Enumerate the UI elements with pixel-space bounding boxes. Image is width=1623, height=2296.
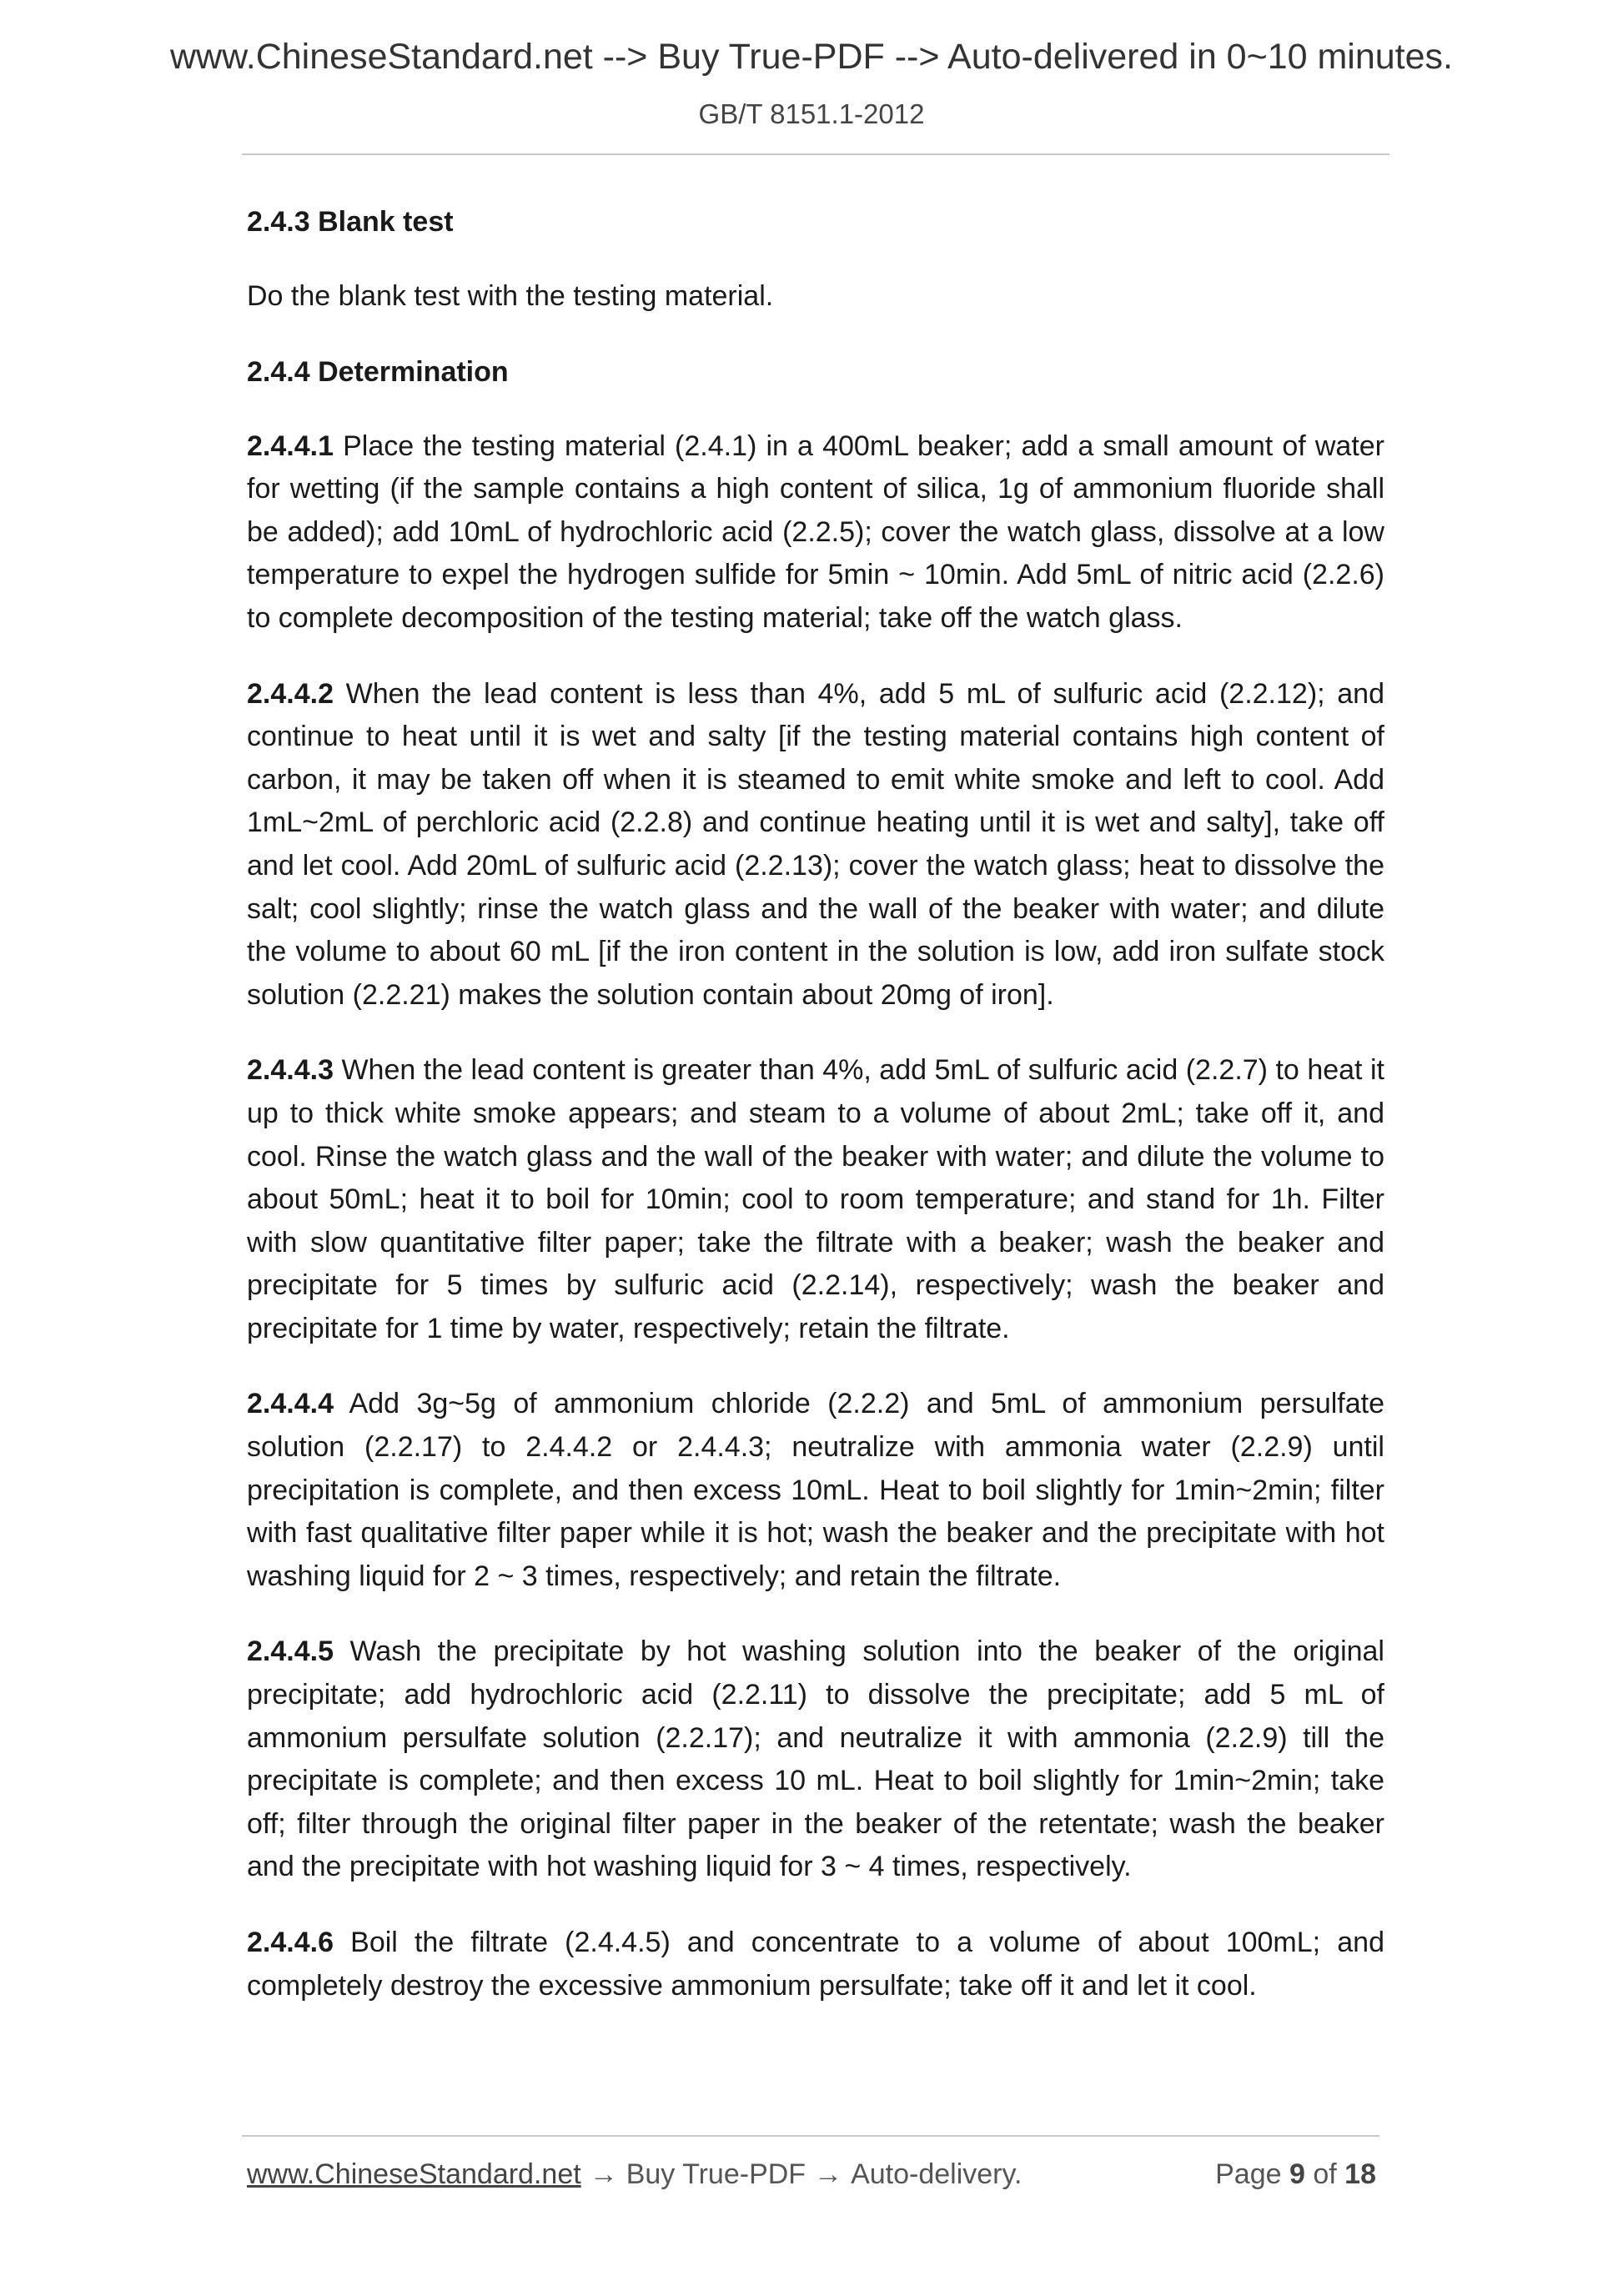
- clause-2-4-4-1: [247, 425, 1384, 641]
- clause-number: 2.4.4.1: [247, 430, 334, 462]
- footer-delivery-text: Auto-delivery.: [851, 2158, 1023, 2190]
- footer-promo: [247, 2158, 1022, 2191]
- section-heading-blank-test: 2.4.3 Blank test: [247, 206, 454, 238]
- top-banner: www.ChineseStandard.net --> Buy True-PDF --> Auto-delivered in 0~10 minutes.: [169, 37, 1453, 77]
- arrow-right-icon: →: [814, 2158, 843, 2190]
- header-divider: [242, 153, 1389, 155]
- clause-2-4-4-6: [247, 1922, 1384, 2007]
- footer-website-link[interactable]: www.ChineseStandard.net: [247, 2158, 581, 2190]
- of-label: of: [1313, 2158, 1337, 2190]
- clause-2-4-4-4: [247, 1383, 1384, 1598]
- page-total: 18: [1344, 2158, 1376, 2190]
- page-indicator: [1215, 2158, 1376, 2191]
- clause-text: When the lead content is less than 4%, add 5 mL of sulfuric acid (2.2.12); and continue to heat until it is wet and salty [if the testing material contains high content of carbon, it may be taken off when it is steamed to emit white smoke and left to cool. Add 1mL~2mL of perchloric acid (2.2.8) and continue heating until it is wet and salty], take off and let cool. Add 20mL of sulfuric acid (2.2.13); cover the watch glass; heat to dissolve the salt; cool slightly; rinse the watch glass and the wall of the beaker with water; and dilute the volume to about 60 mL [if the iron content in the solution is low, add iron sulfate stock solution (2.2.21) makes the solution contain about 20mg of iron].: [247, 677, 1384, 1011]
- clause-text: Add 3g~5g of ammonium chloride (2.2.2) and 5mL of ammonium persulfate solution (2.2.17) to 2.4.4.2 or 2.4.4.3; neutralize with ammonia water (2.2.9) until precipitation is complete, and then excess 10mL. Heat to boil slightly for 1min~2min; filter with fast qualitative filter paper while it is hot; wash the beaker and the precipitate with hot washing liquid for 2 ~ 3 times, respectively; and retain the filtrate.: [247, 1388, 1384, 1592]
- blank-test-text: Do the blank test with the testing material.: [247, 280, 774, 312]
- clause-number: 2.4.4.4: [247, 1388, 334, 1420]
- page-current: 9: [1289, 2158, 1305, 2190]
- arrow-right-icon: →: [589, 2158, 618, 2190]
- clause-number: 2.4.4.6: [247, 1927, 334, 1958]
- clause-2-4-4-3: [247, 1049, 1384, 1350]
- page-label: Page: [1215, 2158, 1282, 2190]
- standard-code: GB/T 8151.1-2012: [698, 98, 925, 129]
- clause-text: When the lead content is greater than 4%, add 5mL of sulfuric acid (2.2.7) to heat it up to thick white smoke appears; and steam to a volume of about 2mL; take off it, and cool. Rinse the watch glass and the wall of the beaker with water; and dilute the volume to about 50mL; heat it to boil for 10min; cool to room temperature; and stand for 1h. Filter with slow quantitative filter paper; take the filtrate with a beaker; wash the beaker and precipitate for 5 times by sulfuric acid (2.2.14), respectively; wash the beaker and precipitate for 1 time by water, respectively; retain the filtrate.: [247, 1054, 1384, 1344]
- clause-2-4-4-5: [247, 1630, 1384, 1889]
- clause-text: Boil the filtrate (2.4.4.5) and concentrate to a volume of about 100mL; and completely destroy the excessive ammonium persulfate; take off it and let it cool.: [247, 1927, 1384, 2002]
- clause-number: 2.4.4.3: [247, 1054, 334, 1087]
- document-body: [247, 200, 1384, 2040]
- footer-buy-text: Buy True-PDF: [626, 2158, 806, 2190]
- clause-2-4-4-2: [247, 673, 1384, 1017]
- section-heading-determination: 2.4.4 Determination: [247, 355, 509, 388]
- clause-number: 2.4.4.5: [247, 1635, 334, 1668]
- clause-text: Place the testing material (2.4.1) in a 400mL beaker; add a small amount of water for wetting (if the sample contains a high content of silica, 1g of ammonium fluoride shall be added); add 10mL of hydrochloric acid (2.2.5); cover the watch glass, dissolve at a low temperature to expel the hydrogen sulfide for 5min ~ 10min. Add 5mL of nitric acid (2.2.6) to complete decomposition of the testing material; take off the watch glass.: [247, 430, 1384, 634]
- clause-number: 2.4.4.2: [247, 677, 334, 710]
- clause-text: Wash the precipitate by hot washing solution into the beaker of the original precipitate; add hydrochloric acid (2.2.11) to dissolve the precipitate; add 5 mL of ammonium persulfate solution (2.2.17); and neutralize it with ammonia (2.2.9) till the precipitate is complete; and then excess 10 mL. Heat to boil slightly for 1min~2min; take off; filter through the original filter paper in the beaker of the retentate; wash the beaker and the precipitate with hot washing liquid for 3 ~ 4 times, respectively.: [247, 1635, 1384, 1883]
- footer-divider: [242, 2135, 1379, 2137]
